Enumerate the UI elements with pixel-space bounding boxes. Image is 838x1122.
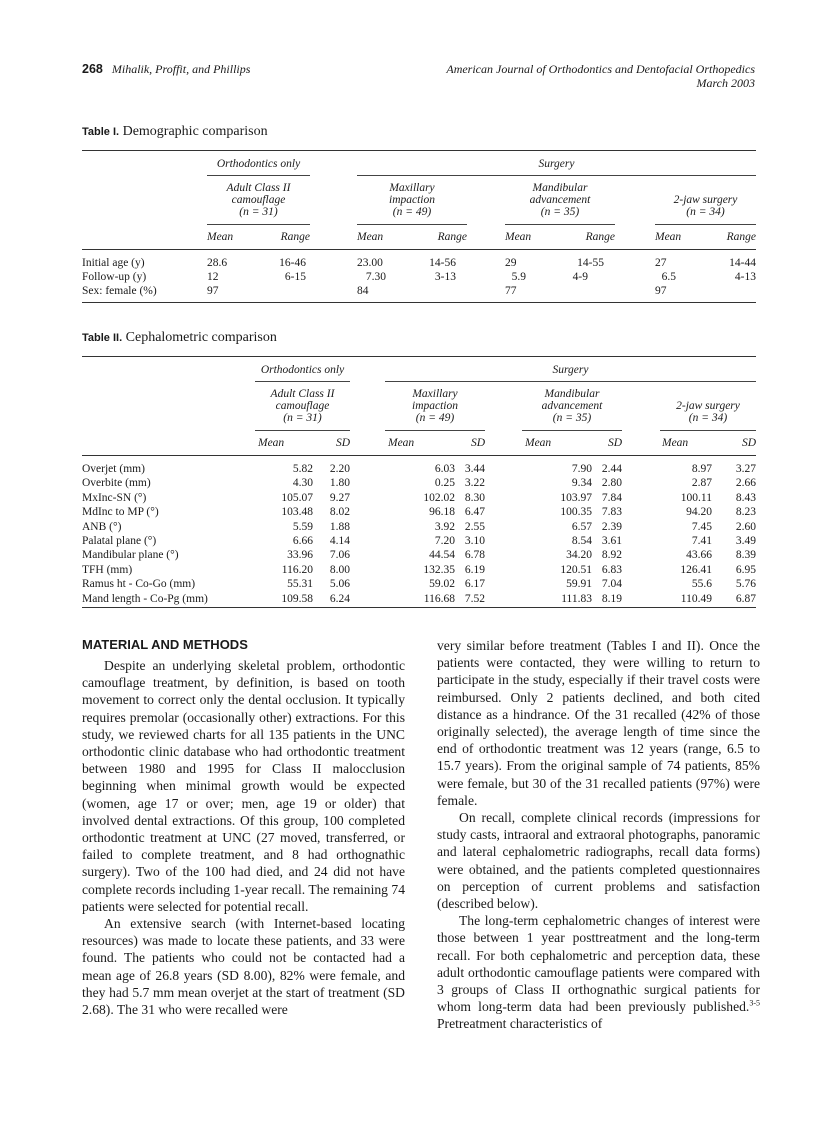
section-heading: MATERIAL AND METHODS xyxy=(82,637,248,652)
table2-col-mean-3: Mean xyxy=(525,437,552,449)
table-cell: 8.92 xyxy=(601,549,622,562)
table1-group-ortho: Orthodontics only xyxy=(216,158,301,170)
table2-caption xyxy=(82,330,277,346)
table1-group-surgery: Surgery xyxy=(538,158,575,170)
table1-col-range-2: Range xyxy=(437,231,467,243)
table-cell: 8.43 xyxy=(735,491,756,504)
table2-bottom-rule xyxy=(82,607,756,608)
table2-title: Cephalometric comparison xyxy=(125,330,277,345)
table-cell: 2.87 xyxy=(691,477,712,490)
table-cell: 6.19 xyxy=(464,563,485,576)
table-cell: 6.95 xyxy=(735,563,756,576)
row-label: MxInc-SN (°) xyxy=(82,491,147,504)
table-cell: 3.44 xyxy=(464,463,485,475)
paragraph: Despite an underlying skeletal problem, orthodontic camouflage treatment, by definition, is based on tooth movement to correct only the dental occlusion. It typically requires premolar (occasionally other) extractions. For this study, we reviewed charts for all 135 patients in the UNC orthodontic clinic database who had orthodontic treatment between 1980 and 1995 for Class II malocclusion beginning when minimal growth would be expected (women, age 17 or over; men, age 19 or older) that involved dental extractions. Of this group, 100 completed orthodontic treatment at UNC (27 moved, transferred, or failed to complete treatment, and 8 had orthognathic surgery). Two of the 100 had died, and 24 did not have complete records including 1-year recall. The remaining 74 patients were selected for potential recall. xyxy=(82,658,405,914)
table1-top-rule xyxy=(82,150,756,151)
table-cell: 9.34 xyxy=(571,477,592,490)
table2-header-rule xyxy=(82,455,756,456)
table1-sub-rule-1 xyxy=(207,224,310,225)
table2-sub-rule-4 xyxy=(660,430,756,431)
table-cell: 2.80 xyxy=(601,477,622,490)
page-number: 268 xyxy=(82,62,103,76)
table-cell: 8.97 xyxy=(691,463,712,475)
table2-col-sd-3: SD xyxy=(607,437,622,449)
table2-ortho-rule xyxy=(255,381,350,382)
table1-col-range-4: Range xyxy=(726,231,756,243)
row-label: Mandibular plane (°) xyxy=(82,549,179,562)
table-cell: 100.35 xyxy=(560,506,592,519)
table-cell: 43.66 xyxy=(686,549,712,562)
table-cell: 5.06 xyxy=(329,578,350,591)
row-label: Palatal plane (°) xyxy=(82,535,157,547)
table-cell: 59.02 xyxy=(429,578,455,591)
table-cell: 6.24 xyxy=(329,592,350,605)
table-cell: 100.11 xyxy=(680,491,712,504)
table-cell: 5.82 xyxy=(292,463,313,475)
running-header-right xyxy=(446,62,755,90)
row-label: MdInc to MP (°) xyxy=(82,506,159,519)
table2-subgroup-camouflage: Adult Class II camouflage (n = 31) xyxy=(270,388,335,424)
table-cell: 2.20 xyxy=(329,463,350,475)
table-cell: 102.02 xyxy=(423,491,455,504)
table-cell: 120.51 xyxy=(560,563,592,576)
table1-col-range-3: Range xyxy=(585,231,615,243)
citation-superscript: 3-5 xyxy=(749,998,760,1008)
row-label: ANB (°) xyxy=(82,520,122,533)
table1-ortho-rule xyxy=(207,175,310,176)
row-label: Mand length - Co-Pg (mm) xyxy=(82,592,208,605)
table-cell: 8.54 xyxy=(571,535,592,547)
table-cell: 59.91 xyxy=(566,578,592,591)
issue-date: March 2003 xyxy=(696,76,755,90)
table1-col-range-1: Range xyxy=(280,231,310,243)
table-cell: 116.68 xyxy=(423,592,455,605)
table-cell: 7.06 xyxy=(329,549,350,562)
table2-sub-rule-2 xyxy=(385,430,485,431)
table2-group-ortho: Orthodontics only xyxy=(260,364,345,376)
table-cell: 6.83 xyxy=(601,563,622,576)
table2-sub-rule-3 xyxy=(522,430,622,431)
table-cell: 2.60 xyxy=(735,520,756,533)
table2-subgroup-mandibular: Mandibular advancement (n = 35) xyxy=(541,388,603,424)
table-cell: 6.47 xyxy=(464,506,485,519)
table-cell: 7.52 xyxy=(464,592,485,605)
running-authors: Mihalik, Proffit, and Phillips xyxy=(111,62,251,76)
table-cell: 7.04 xyxy=(601,578,622,591)
left-column xyxy=(82,657,405,1018)
paragraph: An extensive search (with Internet-based locating resources) was made to locate these patients, and 33 were found. The patients who could not be contacted had a mean age of 26.8 years (SD 8.00), 82% were female, and they had 5.7 mm mean overjet at the start of treatment (SD 2.68). The 31 who were recalled were xyxy=(82,916,405,1018)
table-cell: 3.49 xyxy=(735,535,756,547)
table-cell: 1.80 xyxy=(329,477,350,490)
table-cell: 9.27 xyxy=(329,491,350,504)
table-cell: 2.44 xyxy=(601,463,622,475)
table2-sub-rule-1 xyxy=(255,430,350,431)
journal-name: American Journal of Orthodontics and Dentofacial Orthopedics xyxy=(446,62,755,76)
table1-col-mean-2: Mean xyxy=(357,231,384,243)
table-cell: 2.39 xyxy=(601,520,622,533)
table1-subgroup-2jaw: 2-jaw surgery (n = 34) xyxy=(673,194,738,218)
table1-sub-rule-4 xyxy=(655,224,756,225)
table2-subgroup-2jaw: 2-jaw surgery (n = 34) xyxy=(676,400,740,424)
table2-col-sd-1: SD xyxy=(335,437,350,449)
row-label: Overjet (mm) xyxy=(82,463,145,475)
table1-surgery-rule xyxy=(357,175,756,176)
table-cell: 5.59 xyxy=(292,520,313,533)
table2-col-sd-4: SD xyxy=(741,437,756,449)
table-cell: 3.10 xyxy=(464,535,485,547)
table-cell: 8.23 xyxy=(735,506,756,519)
table1-col-mean-3: Mean xyxy=(505,231,532,243)
table-cell: 2.55 xyxy=(464,520,485,533)
table-cell: 8.00 xyxy=(329,563,350,576)
table-cell: 6.66 xyxy=(292,535,313,547)
table2-surgery-rule xyxy=(385,381,756,382)
table1-subgroup-camouflage: Adult Class II camouflage (n = 31) xyxy=(226,182,291,218)
paragraph: The long-term cephalometric changes of interest were those between 1 year posttreatment and the long-term recall. For both cephalometric and perception data, these adult orthodontic camouflage patients were compared with 3 groups of Class II orthognathic surgical patients for whom long-term data had been previously published.$^{3-5}$ Pretreatment characteristics of xyxy=(437,913,760,1032)
table2-col-mean-1: Mean xyxy=(258,437,285,449)
paragraph: On recall, complete clinical records (impressions for study casts, intraoral and extraoral photographs, panoramic and lateral cephalometric radiographs, recall data forms) were obtained, and the patients completed questionnaires on perception of current problems and satisfaction (described below). xyxy=(437,810,760,912)
paragraph: very similar before treatment (Tables I and II). Once the patients were contacted, they were willing to return to participate in the study, especially if their travel costs were reimbursed. Only 2 patients declined, and both cited distance as a hindrance. Of the 31 recalled (42% of those originally selected), the average length of time since the end of orthodontic treatment was 12 years (range, 6.5 to 15.7 years). From the original sample of 74 patients, 85% were female, but 30 of the 31 recalled patients (97%) were female. xyxy=(437,638,760,808)
table-cell: 7.20 xyxy=(434,535,455,547)
table2-col-sd-2: SD xyxy=(470,437,485,449)
table-cell: 44.54 xyxy=(429,549,455,562)
row-label: Overbite (mm) xyxy=(82,477,151,490)
table1-bottom-rule xyxy=(82,302,756,303)
table-cell: 4.14 xyxy=(329,535,350,547)
table-cell: 7.83 xyxy=(601,506,622,519)
table-cell: 1.88 xyxy=(329,520,350,533)
table-cell: 6.03 xyxy=(434,463,455,475)
table-cell: 3.92 xyxy=(434,520,455,533)
table-cell: 55.31 xyxy=(287,578,313,591)
table-cell: 116.20 xyxy=(281,563,313,576)
table1-subgroup-maxillary: Maxillary impaction (n = 49) xyxy=(389,182,435,218)
table-cell: 8.39 xyxy=(735,549,756,562)
table-cell: 7.84 xyxy=(601,491,622,504)
table1-col-mean-4: Mean xyxy=(655,231,682,243)
table1-header-rule xyxy=(82,249,756,250)
table-cell: 4.30 xyxy=(292,477,313,490)
table-cell: 109.58 xyxy=(281,592,313,605)
table2-col-mean-2: Mean xyxy=(388,437,415,449)
table-cell: 3.22 xyxy=(464,477,485,490)
table1-sub-rule-2 xyxy=(357,224,467,225)
table2-group-surgery: Surgery xyxy=(552,364,589,376)
table-cell: 55.6 xyxy=(691,578,712,591)
table2-label: Table II. xyxy=(82,332,123,344)
table-cell: 0.25 xyxy=(434,477,455,490)
table-cell: 34.20 xyxy=(566,549,592,562)
running-header-left xyxy=(82,62,250,77)
table-cell: 111.83 xyxy=(561,592,592,605)
table1-title: Demographic comparison xyxy=(122,124,268,139)
table-cell: 96.18 xyxy=(429,506,455,519)
table-cell: 8.02 xyxy=(329,506,350,519)
right-column xyxy=(437,637,760,1033)
table1-caption xyxy=(82,124,268,140)
table-cell: 110.49 xyxy=(680,592,712,605)
table-cell: 6.17 xyxy=(464,578,485,591)
table2-top-rule xyxy=(82,356,756,357)
table-cell: 132.35 xyxy=(423,563,455,576)
table-cell: 5.76 xyxy=(735,578,756,591)
table-cell: 6.57 xyxy=(571,520,592,533)
table-cell: 105.07 xyxy=(281,491,313,504)
table1-label: Table I. xyxy=(82,126,120,138)
table2-subgroup-maxillary: Maxillary impaction (n = 49) xyxy=(412,388,458,424)
table-cell: 6.78 xyxy=(464,549,485,562)
table-cell: 33.96 xyxy=(287,549,313,562)
table-cell: 126.41 xyxy=(680,563,712,576)
table-cell: 94.20 xyxy=(686,506,712,519)
table-cell: 7.45 xyxy=(691,520,712,533)
table-cell: 8.30 xyxy=(464,491,485,504)
table-cell: 103.48 xyxy=(281,506,313,519)
table-cell: 7.41 xyxy=(691,535,712,547)
table1-subgroup-mandibular: Mandibular advancement (n = 35) xyxy=(529,182,591,218)
table1-sub-rule-3 xyxy=(505,224,615,225)
row-label: TFH (mm) xyxy=(82,563,133,576)
table-cell: 3.61 xyxy=(601,535,622,547)
row-label: Ramus ht - Co-Go (mm) xyxy=(82,578,196,591)
table1-col-mean-1: Mean xyxy=(207,231,234,243)
table2-col-mean-4: Mean xyxy=(662,437,689,449)
table-cell: 6.87 xyxy=(735,592,756,605)
table-cell: 7.90 xyxy=(571,463,592,475)
table-cell: 103.97 xyxy=(560,491,592,504)
table-cell: 2.66 xyxy=(735,477,756,490)
table-cell: 3.27 xyxy=(735,463,756,475)
table-cell: 8.19 xyxy=(601,592,622,605)
